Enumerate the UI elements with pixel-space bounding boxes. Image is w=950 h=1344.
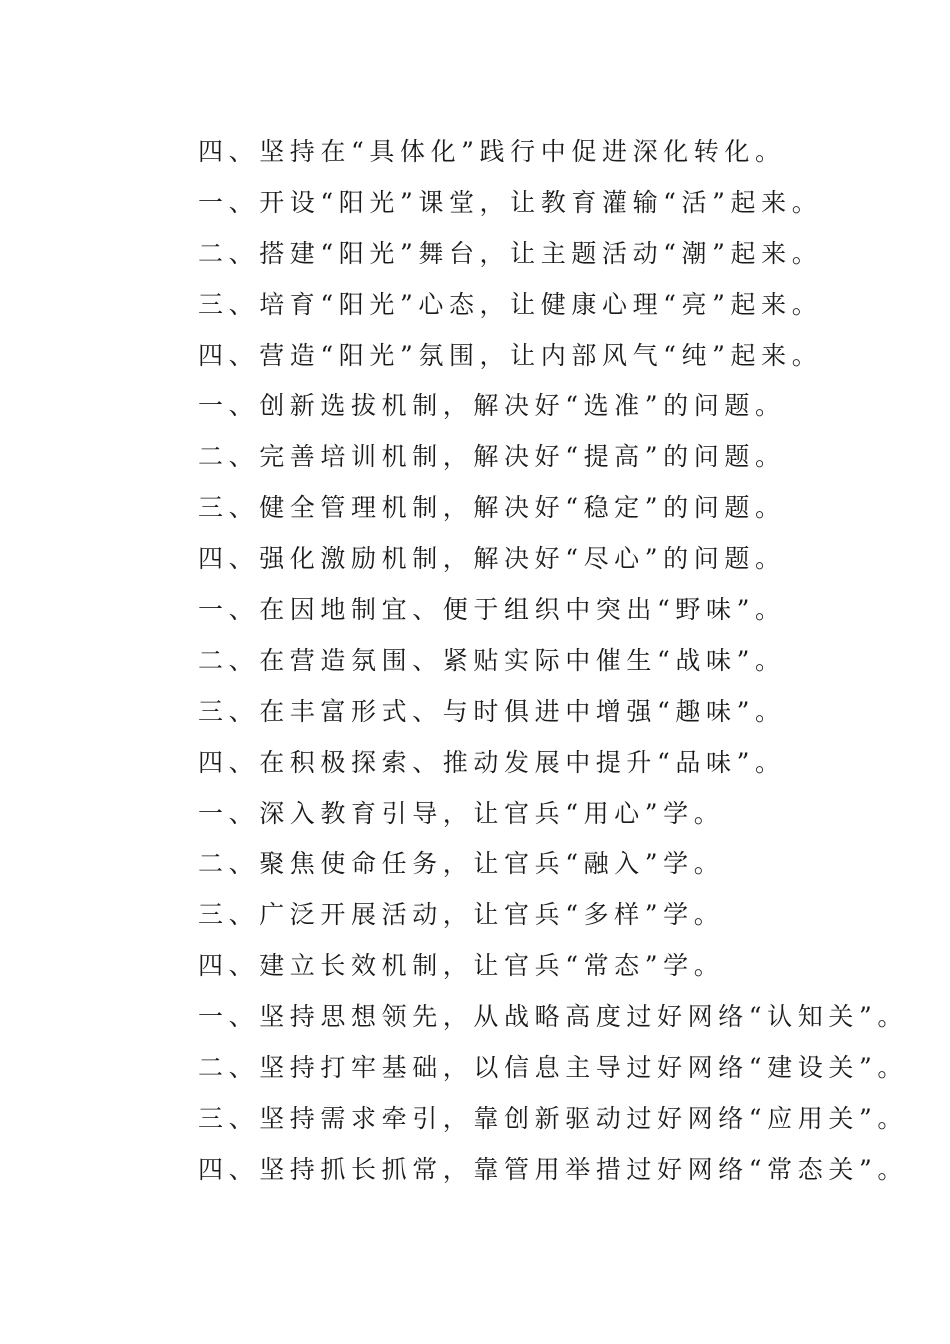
outline-line: 二、搭建“阳光”舞台，让主题活动“潮”起来。	[198, 238, 823, 268]
outline-line: 三、健全管理机制，解决好“稳定”的问题。	[198, 493, 786, 523]
outline-line: 一、坚持思想领先，从战略高度过好网络“认知关”。	[198, 1002, 908, 1032]
outline-line: 一、创新选拔机制，解决好“选准”的问题。	[198, 391, 786, 421]
outline-line: 一、在因地制宜、便于组织中突出“野味”。	[198, 595, 786, 625]
outline-line: 二、完善培训机制，解决好“提高”的问题。	[198, 442, 786, 472]
outline-line: 三、在丰富形式、与时俱进中增强“趣味”。	[198, 696, 786, 726]
outline-line: 四、坚持在“具体化”践行中促进深化转化。	[198, 137, 786, 166]
outline-line: 四、在积极探索、推动发展中提升“品味”。	[198, 747, 786, 777]
outline-line: 二、在营造氛围、紧贴实际中催生“战味”。	[198, 645, 786, 675]
outline-line: 三、坚持需求牵引，靠创新驱动过好网络“应用关”。	[198, 1103, 908, 1133]
outline-line: 四、营造“阳光”氛围，让内部风气“纯”起来。	[198, 340, 823, 370]
outline-line: 四、强化激励机制，解决好“尽心”的问题。	[198, 544, 786, 574]
outline-line: 二、坚持打牢基础，以信息主导过好网络“建设关”。	[198, 1053, 908, 1083]
outline-line: 一、深入教育引导，让官兵“用心”学。	[198, 798, 725, 828]
outline-line: 一、开设“阳光”课堂，让教育灌输“活”起来。	[198, 187, 823, 217]
outline-line: 四、坚持抓长抓常，靠管用举措过好网络“常态关”。	[198, 1154, 908, 1184]
outline-line: 三、广泛开展活动，让官兵“多样”学。	[198, 900, 725, 930]
outline-line: 四、建立长效机制，让官兵“常态”学。	[198, 951, 725, 981]
outline-line: 二、聚焦使命任务，让官兵“融入”学。	[198, 849, 725, 879]
outline-line: 三、培育“阳光”心态，让健康心理“亮”起来。	[198, 289, 823, 319]
outline-list	[198, 130, 908, 1199]
